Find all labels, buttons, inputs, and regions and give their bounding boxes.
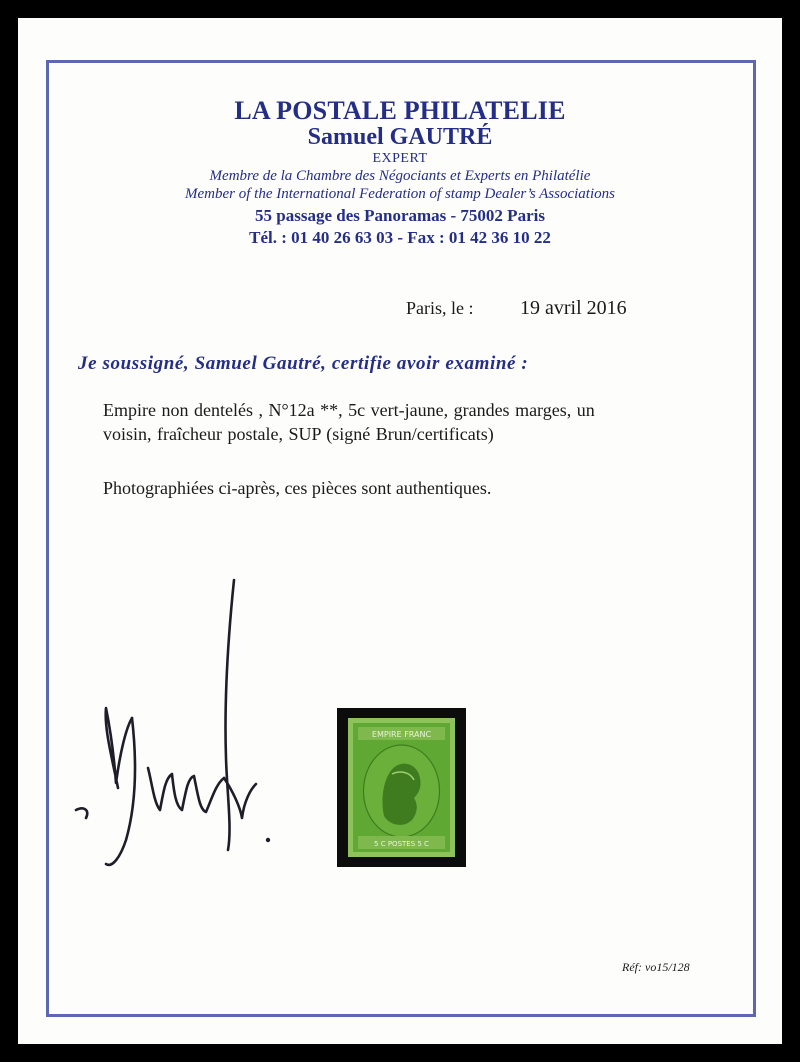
- description-line-1: Empire non dentelés , N°12a **, 5c vert-jaune, grandes marges, un: [103, 400, 595, 420]
- signature: [56, 578, 296, 878]
- membership-french: Membre de la Chambre des Négociants et Experts en Philatélie: [209, 168, 591, 184]
- stamp-photo: [337, 708, 466, 867]
- authenticity-statement: Photographiées ci-après, ces pièces sont authentiques.: [103, 478, 492, 498]
- item-description: [103, 398, 723, 446]
- reference-number: Réf: vo15/128: [622, 960, 690, 974]
- expert-name: Samuel GAUTRÉ: [307, 124, 493, 150]
- address: 55 passage des Panoramas - 75002 Paris: [255, 206, 545, 225]
- membership-english: Member of the International Federation of stamp Dealer’s Associations: [185, 186, 615, 202]
- certification-statement: Je soussigné, Samuel Gautré, certifie avoir examiné :: [78, 353, 529, 374]
- place-label: Paris, le :: [406, 298, 474, 318]
- firm-name: LA POSTALE PHILATELIE: [234, 96, 566, 125]
- phone-fax: Tél. : 01 40 26 63 03 - Fax : 01 42 36 10 22: [249, 228, 551, 247]
- certificate-page: [18, 18, 782, 1044]
- certificate-date: 19 avril 2016: [520, 297, 627, 319]
- expert-title: EXPERT: [372, 151, 428, 166]
- stamp-bottom-text: 5 C POSTES 5 C: [374, 840, 429, 848]
- stamp-top-text: EMPIRE FRANC: [371, 730, 432, 739]
- stamp-image: [348, 718, 455, 857]
- description-line-2: voisin, fraîcheur postale, SUP (signé Brun/certificats): [103, 424, 494, 444]
